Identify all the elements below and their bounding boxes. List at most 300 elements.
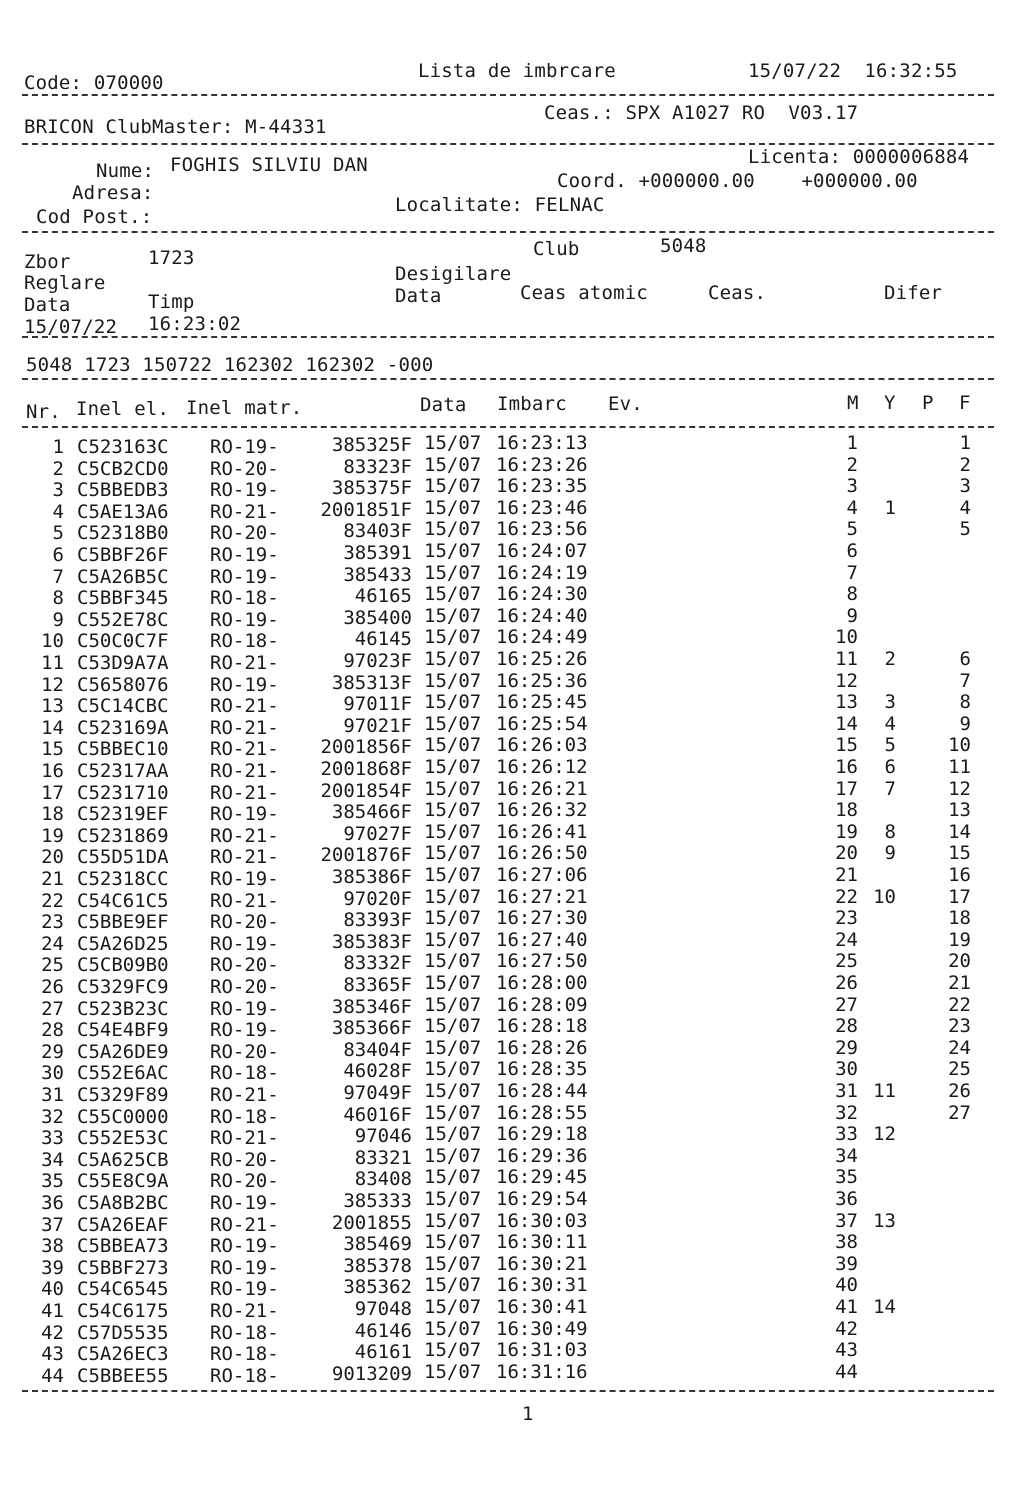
cell-el: C53D9A7A — [77, 652, 169, 674]
cell-pre: RO-20- — [210, 522, 279, 545]
cell-date: 15/07 — [424, 756, 482, 778]
cell-el: C5BBE9EF — [77, 911, 169, 934]
cell-nr: 34 — [41, 1148, 64, 1171]
cell-pre: RO-19- — [210, 1235, 279, 1258]
cell-date: 15/07 — [424, 820, 482, 843]
cell-nr: 27 — [41, 997, 64, 1020]
cell-time: 16:26:32 — [496, 799, 588, 822]
cell-el: C5BBEC10 — [77, 738, 169, 761]
cell-f: 20 — [948, 950, 971, 973]
cell-matr: 2001876F — [320, 844, 412, 867]
divider — [22, 1390, 994, 1392]
table-row — [0, 712, 1024, 739]
cell-m: 42 — [835, 1317, 858, 1340]
cell-m: 28 — [835, 1015, 858, 1038]
table-row — [0, 864, 1024, 890]
cell-f: 13 — [948, 799, 971, 822]
table-row — [0, 1296, 1024, 1322]
cell-date: 15/07 — [424, 1123, 482, 1146]
cell-date: 15/07 — [424, 1080, 482, 1102]
cell-f: 22 — [948, 993, 971, 1016]
cell-m: 40 — [835, 1274, 858, 1297]
cell-pre: RO-18- — [210, 1364, 279, 1387]
locality: Localitate: FELNAC — [395, 194, 605, 216]
cell-matr: 385386F — [331, 866, 412, 888]
divider — [22, 336, 994, 338]
cell-time: 16:28:35 — [496, 1058, 588, 1081]
cell-matr: 46165 — [354, 585, 412, 608]
owner-name-label: Nume: — [96, 160, 155, 182]
cell-el: C5BBEE55 — [77, 1364, 169, 1387]
cell-time: 16:31:03 — [496, 1339, 588, 1362]
cell-m: 6 — [846, 540, 858, 562]
cell-time: 16:26:12 — [496, 756, 588, 778]
cell-time: 16:29:18 — [496, 1123, 588, 1146]
cell-time: 16:26:21 — [496, 777, 588, 800]
cell-date: 15/07 — [424, 1036, 482, 1059]
table-row — [0, 1209, 1024, 1236]
cell-date: 15/07 — [424, 1101, 482, 1124]
cell-time: 16:26:41 — [496, 820, 588, 843]
table-row — [0, 972, 1024, 998]
cell-nr: 16 — [41, 760, 64, 782]
cell-pre: RO-19- — [210, 1278, 279, 1301]
cell-date: 15/07 — [424, 496, 482, 519]
table-row — [0, 432, 1024, 458]
licence: Licenta: 0000006884 — [748, 146, 970, 168]
cell-nr: 2 — [52, 457, 64, 480]
cell-nr: 9 — [52, 608, 64, 631]
cell-el: C5CB2CD0 — [77, 457, 169, 480]
cell-el: C523B23C — [77, 997, 169, 1020]
cell-m: 23 — [835, 907, 858, 930]
cell-time: 16:24:30 — [496, 583, 588, 606]
cell-pre: RO-20- — [210, 911, 279, 934]
cell-date: 15/07 — [424, 864, 482, 886]
cell-matr: 385333 — [343, 1190, 412, 1212]
cell-nr: 30 — [41, 1062, 64, 1085]
table-row — [0, 1274, 1024, 1301]
cell-time: 16:28:26 — [496, 1036, 588, 1059]
cell-el: C5CB09B0 — [77, 954, 169, 977]
cell-nr: 6 — [52, 544, 64, 566]
cell-nr: 24 — [41, 932, 64, 955]
cell-pre: RO-21- — [210, 760, 279, 782]
table-row — [0, 496, 1024, 523]
cell-f: 1 — [959, 432, 971, 454]
cell-m: 43 — [835, 1339, 858, 1362]
cell-matr: 2001851F — [320, 498, 412, 521]
cell-el: C55D51DA — [77, 846, 169, 869]
table-row — [0, 669, 1024, 696]
table-row — [0, 1231, 1024, 1258]
cell-matr: 97048 — [354, 1298, 412, 1320]
cell-pre: RO-20- — [210, 1040, 279, 1063]
cell-pre: RO-19- — [210, 565, 279, 588]
cell-el: C5A625CB — [77, 1148, 169, 1171]
cell-m: 44 — [835, 1360, 858, 1383]
table-row — [0, 1101, 1024, 1128]
table-row — [0, 604, 1024, 631]
cell-nr: 10 — [41, 630, 64, 653]
cell-time: 16:30:41 — [496, 1296, 588, 1318]
cell-matr: 385378 — [343, 1254, 412, 1277]
table-row — [0, 475, 1024, 502]
cell-f: 3 — [959, 475, 971, 498]
cell-matr: 385346F — [331, 995, 412, 1018]
cell-time: 16:27:21 — [496, 885, 588, 908]
table-row — [0, 1144, 1024, 1171]
cell-m: 2 — [846, 453, 858, 476]
cell-m: 31 — [835, 1080, 858, 1102]
cell-m: 21 — [835, 864, 858, 886]
cell-pre: RO-19- — [210, 673, 279, 696]
cell-f: 14 — [948, 820, 971, 843]
cell-y: 5 — [884, 734, 896, 757]
cell-m: 4 — [846, 496, 858, 519]
cell-el: C5329FC9 — [77, 976, 169, 998]
cell-f: 27 — [948, 1101, 971, 1124]
cell-date: 15/07 — [424, 540, 482, 562]
cell-matr: 83365F — [343, 974, 412, 996]
cell-matr: 2001855 — [331, 1211, 412, 1234]
cell-m: 8 — [846, 583, 858, 606]
divider — [22, 378, 994, 380]
cell-matr: 9013209 — [331, 1362, 412, 1385]
table-row — [0, 1058, 1024, 1085]
cell-date: 15/07 — [424, 1209, 482, 1232]
cell-m: 9 — [846, 604, 858, 627]
cell-matr: 97023F — [343, 650, 412, 672]
cell-pre: RO-18- — [210, 1343, 279, 1366]
cell-el: C5AE13A6 — [77, 500, 169, 523]
report-code: Code: 070000 — [24, 72, 164, 94]
cell-m: 11 — [835, 648, 858, 670]
table-row — [0, 1166, 1024, 1193]
cell-nr: 39 — [41, 1256, 64, 1279]
cell-m: 33 — [835, 1123, 858, 1146]
col-boarding: Imbarc — [497, 393, 567, 415]
table-row — [0, 1360, 1024, 1387]
cell-pre: RO-21- — [210, 500, 279, 523]
cell-date: 15/07 — [424, 1058, 482, 1081]
cell-date: 15/07 — [424, 561, 482, 584]
cell-f: 25 — [948, 1058, 971, 1081]
cell-matr: 83323F — [343, 455, 412, 478]
cell-matr: 385466F — [331, 801, 412, 824]
cell-matr: 83393F — [343, 909, 412, 932]
cell-el: C552E78C — [77, 608, 169, 631]
cell-time: 16:28:44 — [496, 1080, 588, 1102]
cell-nr: 33 — [41, 1127, 64, 1150]
cell-date: 15/07 — [424, 799, 482, 822]
cell-m: 34 — [835, 1144, 858, 1167]
cell-nr: 44 — [41, 1364, 64, 1387]
cell-f: 18 — [948, 907, 971, 930]
cell-date: 15/07 — [424, 1231, 482, 1254]
cell-time: 16:23:13 — [496, 432, 588, 454]
cell-m: 24 — [835, 928, 858, 951]
cell-time: 16:29:45 — [496, 1166, 588, 1189]
setting-time: 16:23:02 — [148, 313, 242, 335]
flight-number: 1723 — [148, 247, 195, 269]
cell-nr: 1 — [52, 436, 64, 458]
cell-el: C52317AA — [77, 760, 169, 782]
cell-f: 23 — [948, 1015, 971, 1038]
cell-pre: RO-18- — [210, 587, 279, 610]
col-m: M — [847, 392, 859, 414]
cell-matr: 385313F — [331, 671, 412, 694]
cell-nr: 11 — [41, 652, 64, 674]
cell-date: 15/07 — [424, 1296, 482, 1318]
cell-nr: 35 — [41, 1170, 64, 1193]
divider — [22, 426, 994, 428]
cell-matr: 83332F — [343, 952, 412, 975]
table-row — [0, 799, 1024, 826]
cell-nr: 12 — [41, 673, 64, 696]
cell-pre: RO-20- — [210, 954, 279, 977]
cell-f: 7 — [959, 669, 971, 692]
table-row — [0, 540, 1024, 566]
cell-date: 15/07 — [424, 1317, 482, 1340]
table-row — [0, 820, 1024, 847]
cell-time: 16:23:46 — [496, 496, 588, 519]
cell-matr: 2001856F — [320, 736, 412, 759]
cell-matr: 46161 — [354, 1341, 412, 1364]
col-f: F — [959, 392, 971, 414]
col-nr: Nr. — [26, 401, 61, 423]
cell-date: 15/07 — [424, 777, 482, 800]
col-ring-matr: Inel matr. — [186, 397, 303, 419]
cell-matr: 385366F — [331, 1017, 412, 1040]
cell-f: 21 — [948, 972, 971, 994]
col-y: Y — [884, 392, 896, 414]
cell-date: 15/07 — [424, 1360, 482, 1383]
cell-nr: 19 — [41, 824, 64, 847]
cell-m: 17 — [835, 777, 858, 800]
cell-matr: 46016F — [343, 1103, 412, 1126]
cell-matr: 83403F — [343, 520, 412, 543]
cell-el: C5658076 — [77, 673, 169, 696]
cell-y: 4 — [884, 712, 896, 735]
cell-el: C52318B0 — [77, 522, 169, 545]
cell-el: C5BBF273 — [77, 1256, 169, 1279]
cell-time: 16:31:16 — [496, 1360, 588, 1383]
cell-time: 16:28:09 — [496, 993, 588, 1016]
cell-time: 16:28:00 — [496, 972, 588, 994]
cell-m: 14 — [835, 712, 858, 735]
table-row — [0, 1317, 1024, 1344]
flight-label: Zbor — [24, 251, 71, 273]
table-row — [0, 842, 1024, 869]
cell-y: 11 — [873, 1080, 896, 1102]
cell-el: C54C6175 — [77, 1300, 169, 1322]
cell-pre: RO-21- — [210, 781, 279, 804]
cell-nr: 41 — [41, 1300, 64, 1322]
cell-time: 16:28:55 — [496, 1101, 588, 1124]
cell-el: C5BBEDB3 — [77, 479, 169, 502]
cell-el: C5C14CBC — [77, 695, 169, 718]
cell-f: 6 — [959, 648, 971, 670]
cell-f: 15 — [948, 842, 971, 865]
cell-date: 15/07 — [424, 928, 482, 951]
cell-el: C5231710 — [77, 781, 169, 804]
cell-f: 11 — [948, 756, 971, 778]
cell-f: 19 — [948, 928, 971, 951]
table-row — [0, 1080, 1024, 1106]
cell-matr: 385400 — [343, 606, 412, 629]
system-id: BRICON ClubMaster: M-44331 — [24, 116, 327, 138]
cell-el: C55E8C9A — [77, 1170, 169, 1193]
cell-time: 16:27:40 — [496, 928, 588, 951]
cell-pre: RO-21- — [210, 695, 279, 718]
cell-date: 15/07 — [424, 648, 482, 670]
cell-date: 15/07 — [424, 453, 482, 476]
cell-el: C5A26B5C — [77, 565, 169, 588]
cell-el: C55C0000 — [77, 1105, 169, 1128]
table-row — [0, 950, 1024, 977]
table-row — [0, 583, 1024, 610]
cell-m: 3 — [846, 475, 858, 498]
cell-date: 15/07 — [424, 669, 482, 692]
cell-y: 3 — [884, 691, 896, 714]
cell-time: 16:23:56 — [496, 518, 588, 541]
cell-pre: RO-21- — [210, 824, 279, 847]
table-row — [0, 734, 1024, 761]
cell-time: 16:27:30 — [496, 907, 588, 930]
setting-label: Reglare — [24, 272, 106, 294]
cell-m: 1 — [846, 432, 858, 454]
table-row — [0, 648, 1024, 674]
cell-date: 15/07 — [424, 993, 482, 1016]
club-number: 5048 — [660, 235, 707, 257]
table-row — [0, 1339, 1024, 1366]
cell-time: 16:28:18 — [496, 1015, 588, 1038]
cell-m: 29 — [835, 1036, 858, 1059]
divider — [22, 143, 994, 145]
cell-date: 15/07 — [424, 950, 482, 973]
col-date: Data — [420, 394, 467, 416]
cell-date: 15/07 — [424, 712, 482, 735]
cell-nr: 17 — [41, 781, 64, 804]
cell-el: C54C6545 — [77, 1278, 169, 1301]
cell-time: 16:30:21 — [496, 1252, 588, 1275]
cell-el: C52319EF — [77, 803, 169, 826]
cell-matr: 46145 — [354, 628, 412, 651]
table-row — [0, 993, 1024, 1020]
cell-m: 5 — [846, 518, 858, 541]
cell-m: 16 — [835, 756, 858, 778]
cell-pre: RO-21- — [210, 846, 279, 869]
cell-matr: 385433 — [343, 563, 412, 586]
cell-matr: 2001854F — [320, 779, 412, 802]
cell-pre: RO-21- — [210, 889, 279, 912]
cell-time: 16:29:54 — [496, 1188, 588, 1210]
cell-nr: 4 — [52, 500, 64, 523]
cell-el: C5BBF345 — [77, 587, 169, 610]
cell-m: 26 — [835, 972, 858, 994]
cell-m: 19 — [835, 820, 858, 843]
cell-pre: RO-18- — [210, 630, 279, 653]
cell-pre: RO-21- — [210, 652, 279, 674]
cell-matr: 97020F — [343, 887, 412, 910]
cell-y: 8 — [884, 820, 896, 843]
cell-el: C57D5535 — [77, 1321, 169, 1344]
cell-time: 16:30:31 — [496, 1274, 588, 1297]
cell-matr: 385325F — [331, 434, 412, 456]
cell-m: 39 — [835, 1252, 858, 1275]
cell-pre: RO-18- — [210, 1321, 279, 1344]
cell-el: C5231869 — [77, 824, 169, 847]
cell-y: 13 — [873, 1209, 896, 1232]
cell-m: 32 — [835, 1101, 858, 1124]
cell-time: 16:24:49 — [496, 626, 588, 649]
cell-time: 16:30:11 — [496, 1231, 588, 1254]
cell-time: 16:24:07 — [496, 540, 588, 562]
time-label: Timp — [148, 291, 195, 313]
cell-m: 27 — [835, 993, 858, 1016]
cell-time: 16:30:03 — [496, 1209, 588, 1232]
coordinates: Coord. +000000.00 +000000.00 — [557, 170, 918, 192]
cell-el: C52318CC — [77, 868, 169, 890]
cell-pre: RO-21- — [210, 1127, 279, 1150]
cell-m: 41 — [835, 1296, 858, 1318]
cell-nr: 21 — [41, 868, 64, 890]
cell-y: 10 — [873, 885, 896, 908]
date-label: Data — [24, 294, 71, 316]
table-row — [0, 453, 1024, 480]
cell-m: 7 — [846, 561, 858, 584]
cell-f: 8 — [959, 691, 971, 714]
table-row — [0, 1188, 1024, 1214]
table-row — [0, 1015, 1024, 1042]
table-row — [0, 928, 1024, 955]
cell-f: 24 — [948, 1036, 971, 1059]
cell-matr: 385375F — [331, 477, 412, 500]
cell-nr: 31 — [41, 1084, 64, 1106]
cell-date: 15/07 — [424, 691, 482, 714]
cell-pre: RO-19- — [210, 997, 279, 1020]
cell-y: 2 — [884, 648, 896, 670]
cell-date: 15/07 — [424, 1144, 482, 1167]
cell-matr: 83321 — [354, 1146, 412, 1169]
cell-date: 15/07 — [424, 583, 482, 606]
cell-pre: RO-19- — [210, 868, 279, 890]
cell-nr: 7 — [52, 565, 64, 588]
cell-date: 15/07 — [424, 1339, 482, 1362]
cell-matr: 83404F — [343, 1038, 412, 1061]
cell-pre: RO-19- — [210, 1256, 279, 1279]
cell-f: 17 — [948, 885, 971, 908]
cell-el: C50C0C7F — [77, 630, 169, 653]
cell-nr: 43 — [41, 1343, 64, 1366]
cell-matr: 97049F — [343, 1082, 412, 1104]
cell-date: 15/07 — [424, 1252, 482, 1275]
col-ring-el: Inel el. — [76, 398, 170, 420]
cell-nr: 29 — [41, 1040, 64, 1063]
cell-pre: RO-19- — [210, 479, 279, 502]
cell-time: 16:24:40 — [496, 604, 588, 627]
unseal-label: Desigilare — [395, 263, 512, 285]
cell-date: 15/07 — [424, 842, 482, 865]
cell-m: 30 — [835, 1058, 858, 1081]
page-number: 1 — [522, 1403, 534, 1425]
cell-time: 16:25:45 — [496, 691, 588, 714]
cell-pre: RO-19- — [210, 436, 279, 458]
cell-f: 12 — [948, 777, 971, 800]
cell-y: 9 — [884, 842, 896, 865]
cell-f: 10 — [948, 734, 971, 757]
